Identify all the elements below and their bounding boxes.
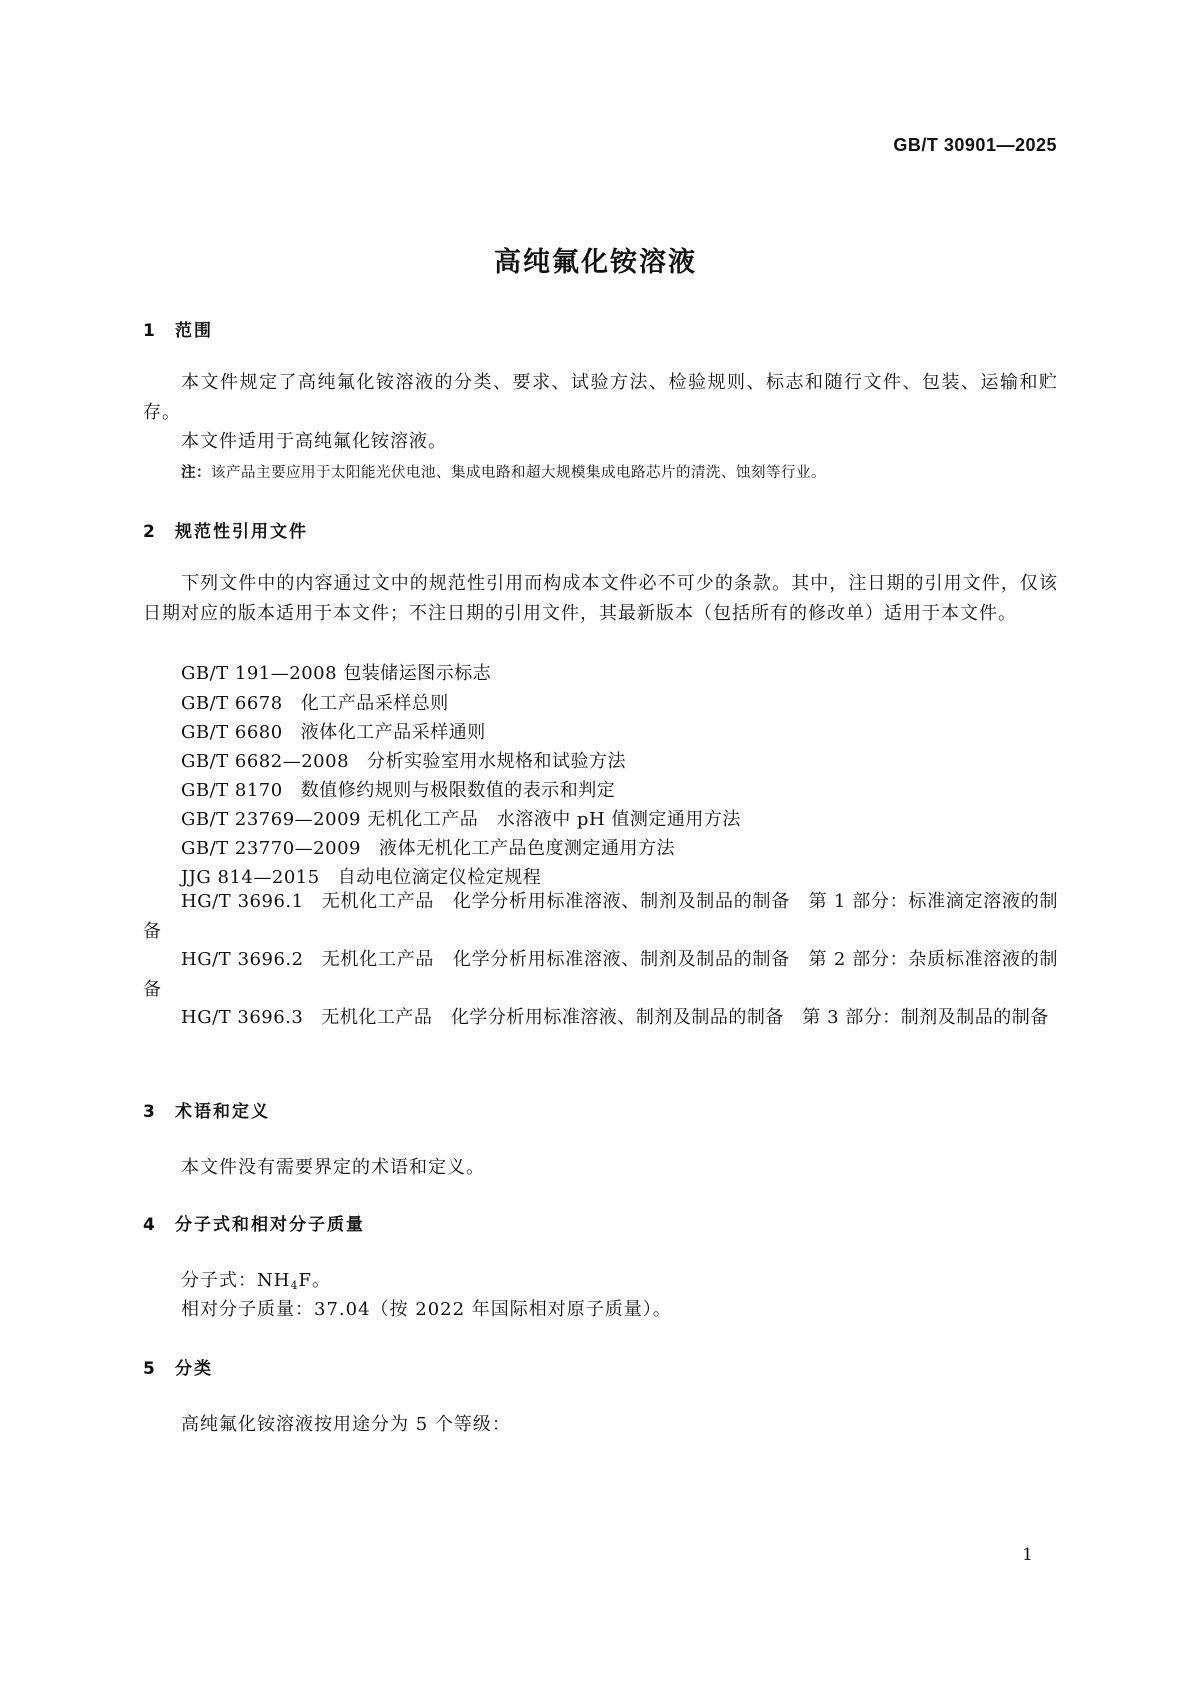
reference-item (181, 863, 541, 889)
section-3-paragraph: 本文件没有需要界定的术语和定义。 (181, 1157, 485, 1178)
section-5-heading (143, 1354, 213, 1379)
reference-code: GB/T 6680 (181, 722, 283, 743)
reference-code: GB/T 191—2008 (181, 663, 338, 684)
reference-item (181, 776, 615, 802)
reference-title: 液体无机化工产品色度测定通用方法 (378, 838, 675, 859)
reference-code: GB/T 23770—2009 (181, 838, 361, 859)
section-title: 规范性引用文件 (175, 522, 308, 542)
reference-code: GB/T 6682—2008 (181, 751, 350, 772)
section-number: 5 (143, 1359, 157, 1379)
reference-title: 分析实验室用水规格和试验方法 (367, 751, 627, 772)
document-title: 高纯氟化铵溶液 (494, 247, 697, 278)
standard-code: GB/T 30901—2025 (893, 135, 1057, 155)
reference-title: 化工产品采样总则 (300, 693, 449, 714)
formula-label: 分子式： (181, 1270, 257, 1291)
section-4-heading (143, 1210, 365, 1235)
reference-item (143, 945, 1058, 1005)
reference-item (181, 834, 675, 860)
section-title: 分子式和相对分子质量 (175, 1215, 365, 1235)
reference-title: 无机化工产品 化学分析用标准溶液、制剂及制品的制备 第 3 部分：制剂及制品的制备 (321, 1007, 1049, 1028)
page-number: 1 (1022, 1545, 1033, 1565)
section-number: 1 (143, 321, 157, 341)
reference-item (181, 659, 491, 685)
section-title: 分类 (175, 1359, 213, 1379)
section-1-heading (143, 316, 213, 341)
reference-code: HG/T 3696.3 (181, 1007, 304, 1028)
section-2-intro: 下列文件中的内容通过文中的规范性引用而构成本文件必不可少的条款。其中，注日期的引用文件，仅该日期对应的版本适用于本文件；不注日期的引用文件，其最新版本（包括所有的修改单）适用于本文件。 (143, 573, 1058, 624)
formula-part-b: F。 (298, 1270, 331, 1291)
reference-item (181, 689, 449, 715)
reference-item (181, 747, 626, 773)
section-title: 范围 (175, 321, 213, 341)
reference-title: 液体化工产品采样通则 (300, 722, 486, 743)
reference-title: 无机化工产品 水溶液中 pH 值测定通用方法 (367, 809, 741, 830)
section-number: 4 (143, 1215, 157, 1235)
section-1-paragraph-2: 本文件适用于高纯氟化铵溶液。 (181, 431, 447, 452)
reference-title: 无机化工产品 化学分析用标准溶液、制剂及制品的制备 第 1 部分：标准滴定溶液的制备 (143, 891, 1058, 942)
reference-title: 包装储运图示标志 (343, 663, 492, 684)
reference-item (181, 805, 741, 831)
section-2-heading (143, 517, 308, 542)
note-text: 该产品主要应用于太阳能光伏电池、集成电路和超大规模集成电路芯片的清洗、蚀刻等行业。 (211, 465, 826, 481)
reference-title: 无机化工产品 化学分析用标准溶液、制剂及制品的制备 第 2 部分：杂质标准溶液的制备 (143, 949, 1058, 1000)
section-number: 2 (143, 522, 157, 542)
reference-item (143, 1003, 1058, 1033)
note-label: 注： (181, 465, 211, 481)
reference-title: 自动电位滴定仪检定规程 (337, 867, 542, 888)
reference-item (143, 887, 1058, 947)
reference-item (181, 718, 486, 744)
section-number: 3 (143, 1102, 157, 1122)
formula-part-a: NH (257, 1270, 291, 1291)
section-title: 术语和定义 (175, 1102, 270, 1122)
reference-code: GB/T 23769—2009 (181, 809, 361, 830)
section-5-paragraph: 高纯氟化铵溶液按用途分为 5 个等级： (181, 1414, 511, 1435)
molecular-mass: 相对分子质量：37.04（按 2022 年国际相对原子质量）。 (181, 1299, 672, 1320)
section-1-paragraph-1: 本文件规定了高纯氟化铵溶液的分类、要求、试验方法、检验规则、标志和随行文件、包装、运输和贮存。 (143, 372, 1058, 423)
section-1-note (181, 461, 826, 482)
section-3-heading (143, 1097, 270, 1122)
reference-code: JJG 814—2015 (181, 867, 320, 888)
molecular-formula (181, 1266, 331, 1292)
reference-title: 数值修约规则与极限数值的表示和判定 (300, 780, 616, 801)
reference-code: HG/T 3696.2 (181, 949, 304, 970)
reference-code: GB/T 6678 (181, 693, 283, 714)
formula-subscript: 4 (290, 1279, 299, 1292)
reference-code: HG/T 3696.1 (181, 891, 304, 912)
reference-code: GB/T 8170 (181, 780, 283, 801)
